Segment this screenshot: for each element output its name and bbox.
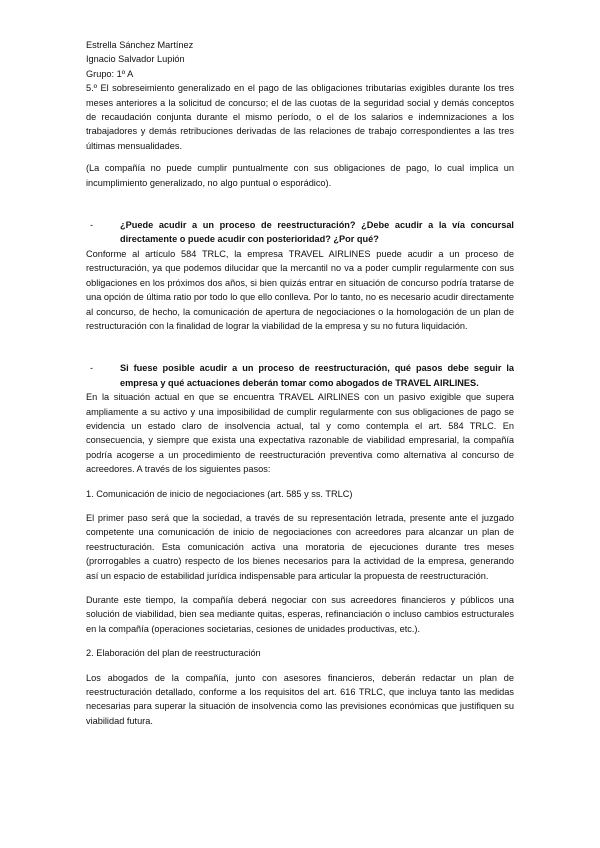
group-label: Grupo: 1º A [86, 68, 134, 79]
question-1 [86, 218, 514, 247]
question-1-answer: Conforme al artículo 584 TRLC, la empresa TRAVEL AIRLINES puede acudir a un proceso de restructuración, ya que podemos dilucidar que la mercantil no va a poder cumplir regularmente con sus obligaciones en los próximos dos años, si bien quizás entrar en situación de concurso podría tratarse de una opción de última ratio por todo lo que ello conlleva. Por lo tanto, no es necesario acudir directamente al concurso, de hecho, la comunicación de apertura de negociaciones o la homologación de un plan de restructuración con la finalidad de lograr la viabilidad de la empresa y su no futura liquidación. [86, 248, 514, 331]
bullet-dash: - [90, 220, 94, 231]
question-2 [86, 361, 514, 390]
question-2-intro: En la situación actual en que se encuentra TRAVEL AIRLINES con un pasivo exigible que supera ampliamente a su activo y una imposibilidad de cumplir regularmente con sus obligaciones de pago se evidencia un estado claro de insolvencia actual, tal y como contempla el art. 584 TRLC. En consecuencia, y siempre que exista una expectativa razonable de viabilidad empresarial, la compañía podría acogerse a un procedimiento de reestructuración preventiva como alternativa al concurso de acreedores. A través de los siguientes pasos: [86, 392, 514, 475]
bullet-dash: - [90, 363, 94, 374]
step-1-paragraph-1: El primer paso será que la sociedad, a través de su representación letrada, presente ante el juzgado competente una comunicación de inicio de negociaciones con acreedores para alcanzar un plan de reestructuración. Esta comunicación activa una moratoria de ejecuciones durante tres meses (prorrogables a cuatro) respecto de los bienes necesarios para la actividad de la empresa, generando así un espacio de estabilidad jurídica indispensable para articular la propuesta de reestructuración. [86, 512, 514, 581]
point-5-note: (La compañía no puede cumplir puntualmente con sus obligaciones de pago, lo cual implica un incumplimiento generalizado, no algo puntual o esporádico). [86, 163, 514, 188]
question-2-text: Si fuese posible acudir a un proceso de reestructuración, qué pasos debe seguir la empresa y qué actuaciones deberán tomar como abogados de TRAVEL AIRLINES. [120, 363, 514, 388]
step-1-paragraph-2: Durante este tiempo, la compañía deberá negociar con sus acreedores financieros y públicos una solución de viabilidad, bien sea mediante quitas, esperas, refinanciación o incluso cambios estructurales en la compañía (operaciones societarias, cesiones de unidades productivas, etc.). [86, 595, 514, 634]
step-2-heading: 2. Elaboración del plan de reestructuración [86, 648, 261, 659]
author-name-2: Ignacio Salvador Lupión [86, 54, 185, 65]
question-1-text: ¿Puede acudir a un proceso de reestructuración? ¿Debe acudir a la vía concursal directamente o puede acudir con posterioridad? ¿Por qué? [120, 220, 514, 245]
author-name-1: Estrella Sánchez Martínez [86, 40, 194, 50]
step-1-heading: 1. Comunicación de inicio de negociaciones (art. 585 y ss. TRLC) [86, 488, 353, 499]
step-2-paragraph-1: Los abogados de la compañía, junto con asesores financieros, deberán redactar un plan de reestructuración detallado, conforme a los requisitos del art. 616 TRLC, que incluya tanto las medidas necesarias para superar la situación de insolvencia como las previsiones económicas que justifiquen su viabilidad futura. [86, 672, 514, 726]
point-5-paragraph: 5.º El sobreseimiento generalizado en el pago de las obligaciones tributarias exigibles durante los tres meses anteriores a la solicitud de concurso; el de las cuotas de la seguridad social y demás conceptos de recaudación conjunta durante el mismo período, o el de los salarios e indemnizaciones a los trabajadores y demás retribuciones derivadas de las relaciones de trabajo correspondientes a las tres últimas mensualidades. [86, 83, 514, 151]
